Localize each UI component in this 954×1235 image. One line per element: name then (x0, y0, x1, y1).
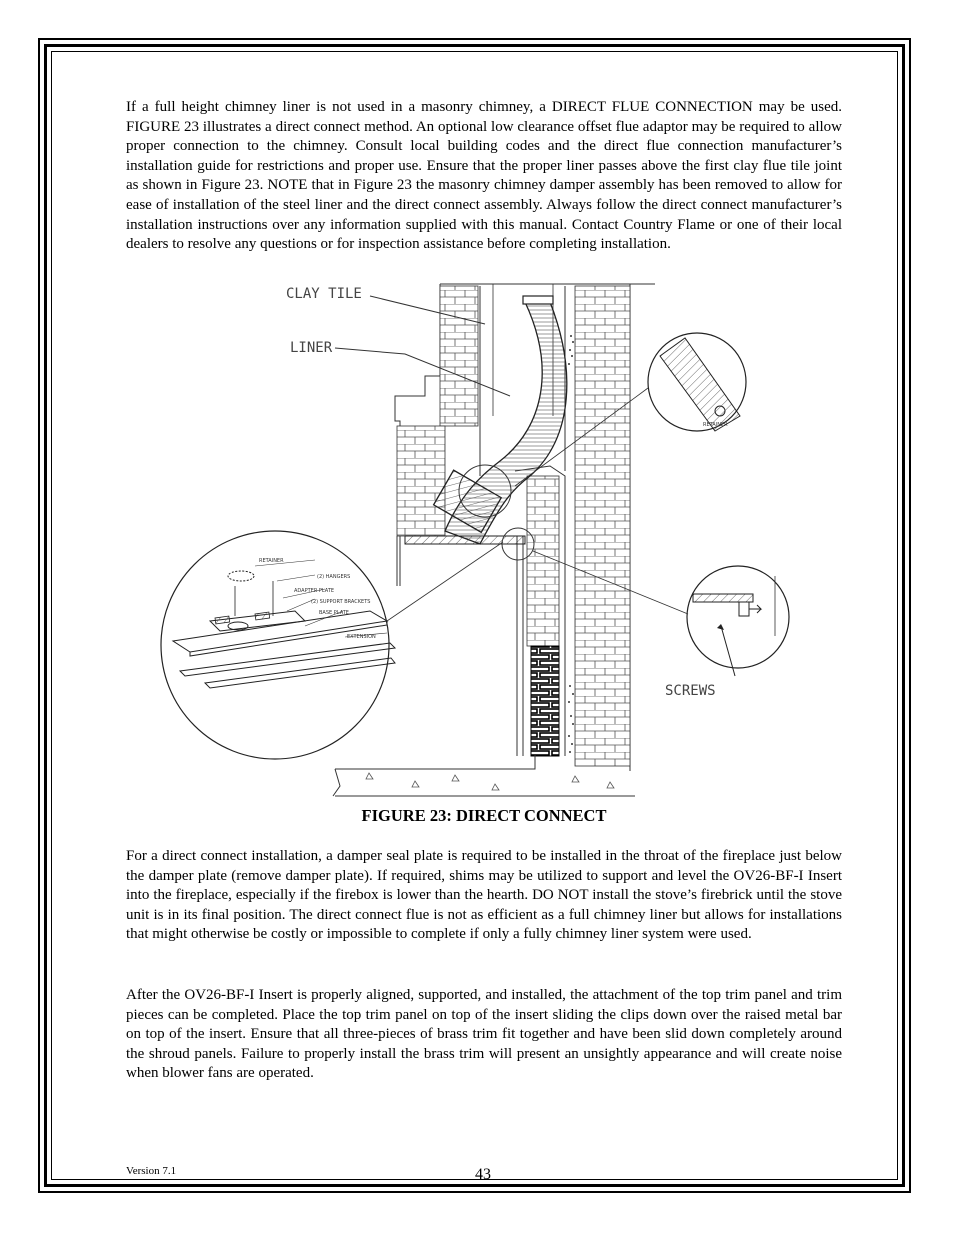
damper-seal-plate (405, 536, 525, 544)
label-screws: SCREWS (665, 683, 716, 699)
liner-cap (523, 296, 553, 304)
label-retainer: RETAINER (259, 558, 284, 564)
brick-wall-left-upper (440, 286, 478, 426)
label-clay-tile: CLAY TILE (286, 286, 362, 302)
mortar-dots (568, 335, 574, 753)
label-adapter-plate: ADAPTER PLATE (294, 588, 335, 594)
brick-wall-right (575, 286, 630, 766)
label-extension: EXTENSION (347, 634, 376, 640)
detail-circle-assembly (161, 531, 389, 759)
brick-wall-left-lower (397, 426, 445, 536)
label-retainer-detail: RETAINER (703, 422, 728, 428)
label-support-brackets: (2) SUPPORT BRACKETS (311, 599, 371, 605)
paragraph-direct-connect-installation: For a direct connect installation, a damper seal plate is required to be installed in the throat of the fireplace just below the damper plate (remove damper plate). If required, shims may be utilized to support and level the OV26-BF-I Insert into the fireplace, especially if the firebox is lower than the hearth. DO NOT install the stove’s firebrick until the stove unit is in its final position. The direct connect flue is not as efficient as a full chimney liner but allows for installations that might otherwise be costly or impossible to complete if only a fully chimney liner system were used. (126, 848, 842, 943)
figure-caption: FIGURE 23: DIRECT CONNECT (361, 806, 607, 825)
firebox-brick-column (527, 476, 559, 646)
figure-direct-connect-diagram (155, 276, 805, 800)
page-number: 43 (475, 1166, 491, 1183)
firebox-dark-brick (531, 646, 559, 756)
label-base-plate: BASE PLATE (319, 610, 349, 616)
detail-circle-screws-zoom (687, 566, 789, 668)
footer-version: Version 7.1 (126, 1165, 177, 1177)
paragraph-direct-flue-connection: If a full height chimney liner is not used in a masonry chimney, a DIRECT FLUE CONNECTION may be used. FIGURE 23 illustrates a direct connect method. An optional low clearance offset flue adaptor may be required to allow proper connection to the chimney. Consult local building codes and the direct flue connection manufacturer’s installation guide for restrictions and proper use. Ensure that the proper liner passes above the first clay flue tile joint as shown in Figure 23. NOTE that in Figure 23 the masonry chimney damper assembly has been removed to allow for ease of installation of the steel liner and the direct connect assembly. Always follow the direct connect manufacturer’s installation instructions over any information supplied with this manual. Contact Country Flame or one of their local dealers to resolve any questions or for inspection assistance before completing installation. (126, 99, 842, 253)
label-liner: LINER (290, 340, 333, 356)
label-hangers: (2) HANGERS (317, 574, 351, 580)
paragraph-trim-attachment: After the OV26-BF-I Insert is properly aligned, supported, and installed, the attachment of the top trim panel and trim pieces can be completed. Place the top trim panel on top of the insert sliding the clips down over the raised metal bar on top of the insert. Ensure that all three-pieces of brass trim fit together and have been slid down completely around the shroud panels. Failure to properly install the brass trim will present an unsightly appearance and will create noise when blower fans are operated. (126, 987, 842, 1082)
